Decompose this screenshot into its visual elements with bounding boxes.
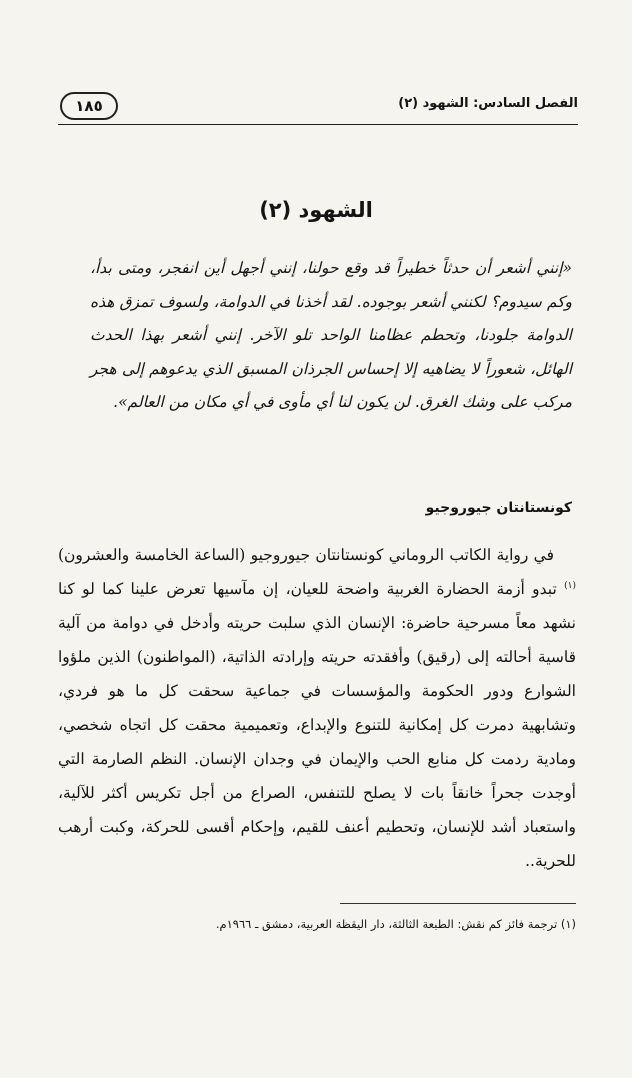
epigraph-quote: «إنني أشعر أن حدثاً خطيراً قد وقع حولنا، إنني أجهل أين انفجر، ومتى بدأ، وكم سيدوم؟ لكنني أشعر بوجوده. لقد أخذنا في الدوامة، ولسوف تمزق هذه الدوامة جلودنا، وتحطم عظامنا الواحد تلو الآخر. إنني أشعر بهذا الحدث الهائل، شعوراً لا يضاهيه إلا إحساس الجرذان المسبق الذي يدعوهم إلى هجر مركب على وشك الغرق. لن يكون لنا أي مأوى في أي مكان من العالم».: [90, 259, 572, 411]
body-paragraph: [58, 538, 576, 878]
body-paragraph-block: [58, 538, 576, 878]
body-intro: في رواية الكاتب الروماني كونستانتان جيوروجيو (الساعة الخامسة والعشرون): [58, 546, 554, 564]
body-rest: تبدو أزمة الحضارة الغربية واضحة للعيان، إن مآسيها تعرض علينا كما لو كنا نشهد معاً مسرحية حاضرة: الإنسان الذي سلبت حريته وأدخل في دوامة من آلية قاسية أحالته إلى (رقيق) وأفقدته حريته وإرادته الذاتية، (المواطنون) الذين ملؤوا الشوارع ودور الحكومة والمؤسسات في جماعية سحقت كل ما هو فردي، وتشابهية دمرت كل إمكانية للتنوع والإبداع، وتعميمية محقت كل اتجاه شخصي، ومادية ردمت كل منابع الحب والإيمان في وجدان الإنسان. النظم الصارمة التي أوجدت جحراً خانقاً بات لا يصلح للتنفس، الصراع من أجل تكريس أكثر للآلية، واستعباد أشد للإنسان، وتحطيم أعنف للقيم، وإحكام أقسى للحركة، وكبت أرهب للحرية..: [58, 580, 576, 870]
footnote-reference: (١): [564, 580, 576, 591]
footnote-divider: [340, 903, 576, 904]
chapter-title: الشهود (٢): [259, 198, 373, 222]
quote-author-heading: كونستانتان جيوروجيو: [425, 500, 572, 516]
page-number-badge: ١٨٥: [60, 92, 118, 120]
header-divider: [58, 124, 578, 125]
page-header: [58, 90, 578, 124]
running-title: الفصل السادس: الشهود (٢): [398, 96, 578, 111]
footnote: (١) ترجمة فائز كم نقش: الطبعة الثالثة، دار اليقظة العربية، دمشق ـ ١٩٦٦م.: [215, 917, 576, 931]
